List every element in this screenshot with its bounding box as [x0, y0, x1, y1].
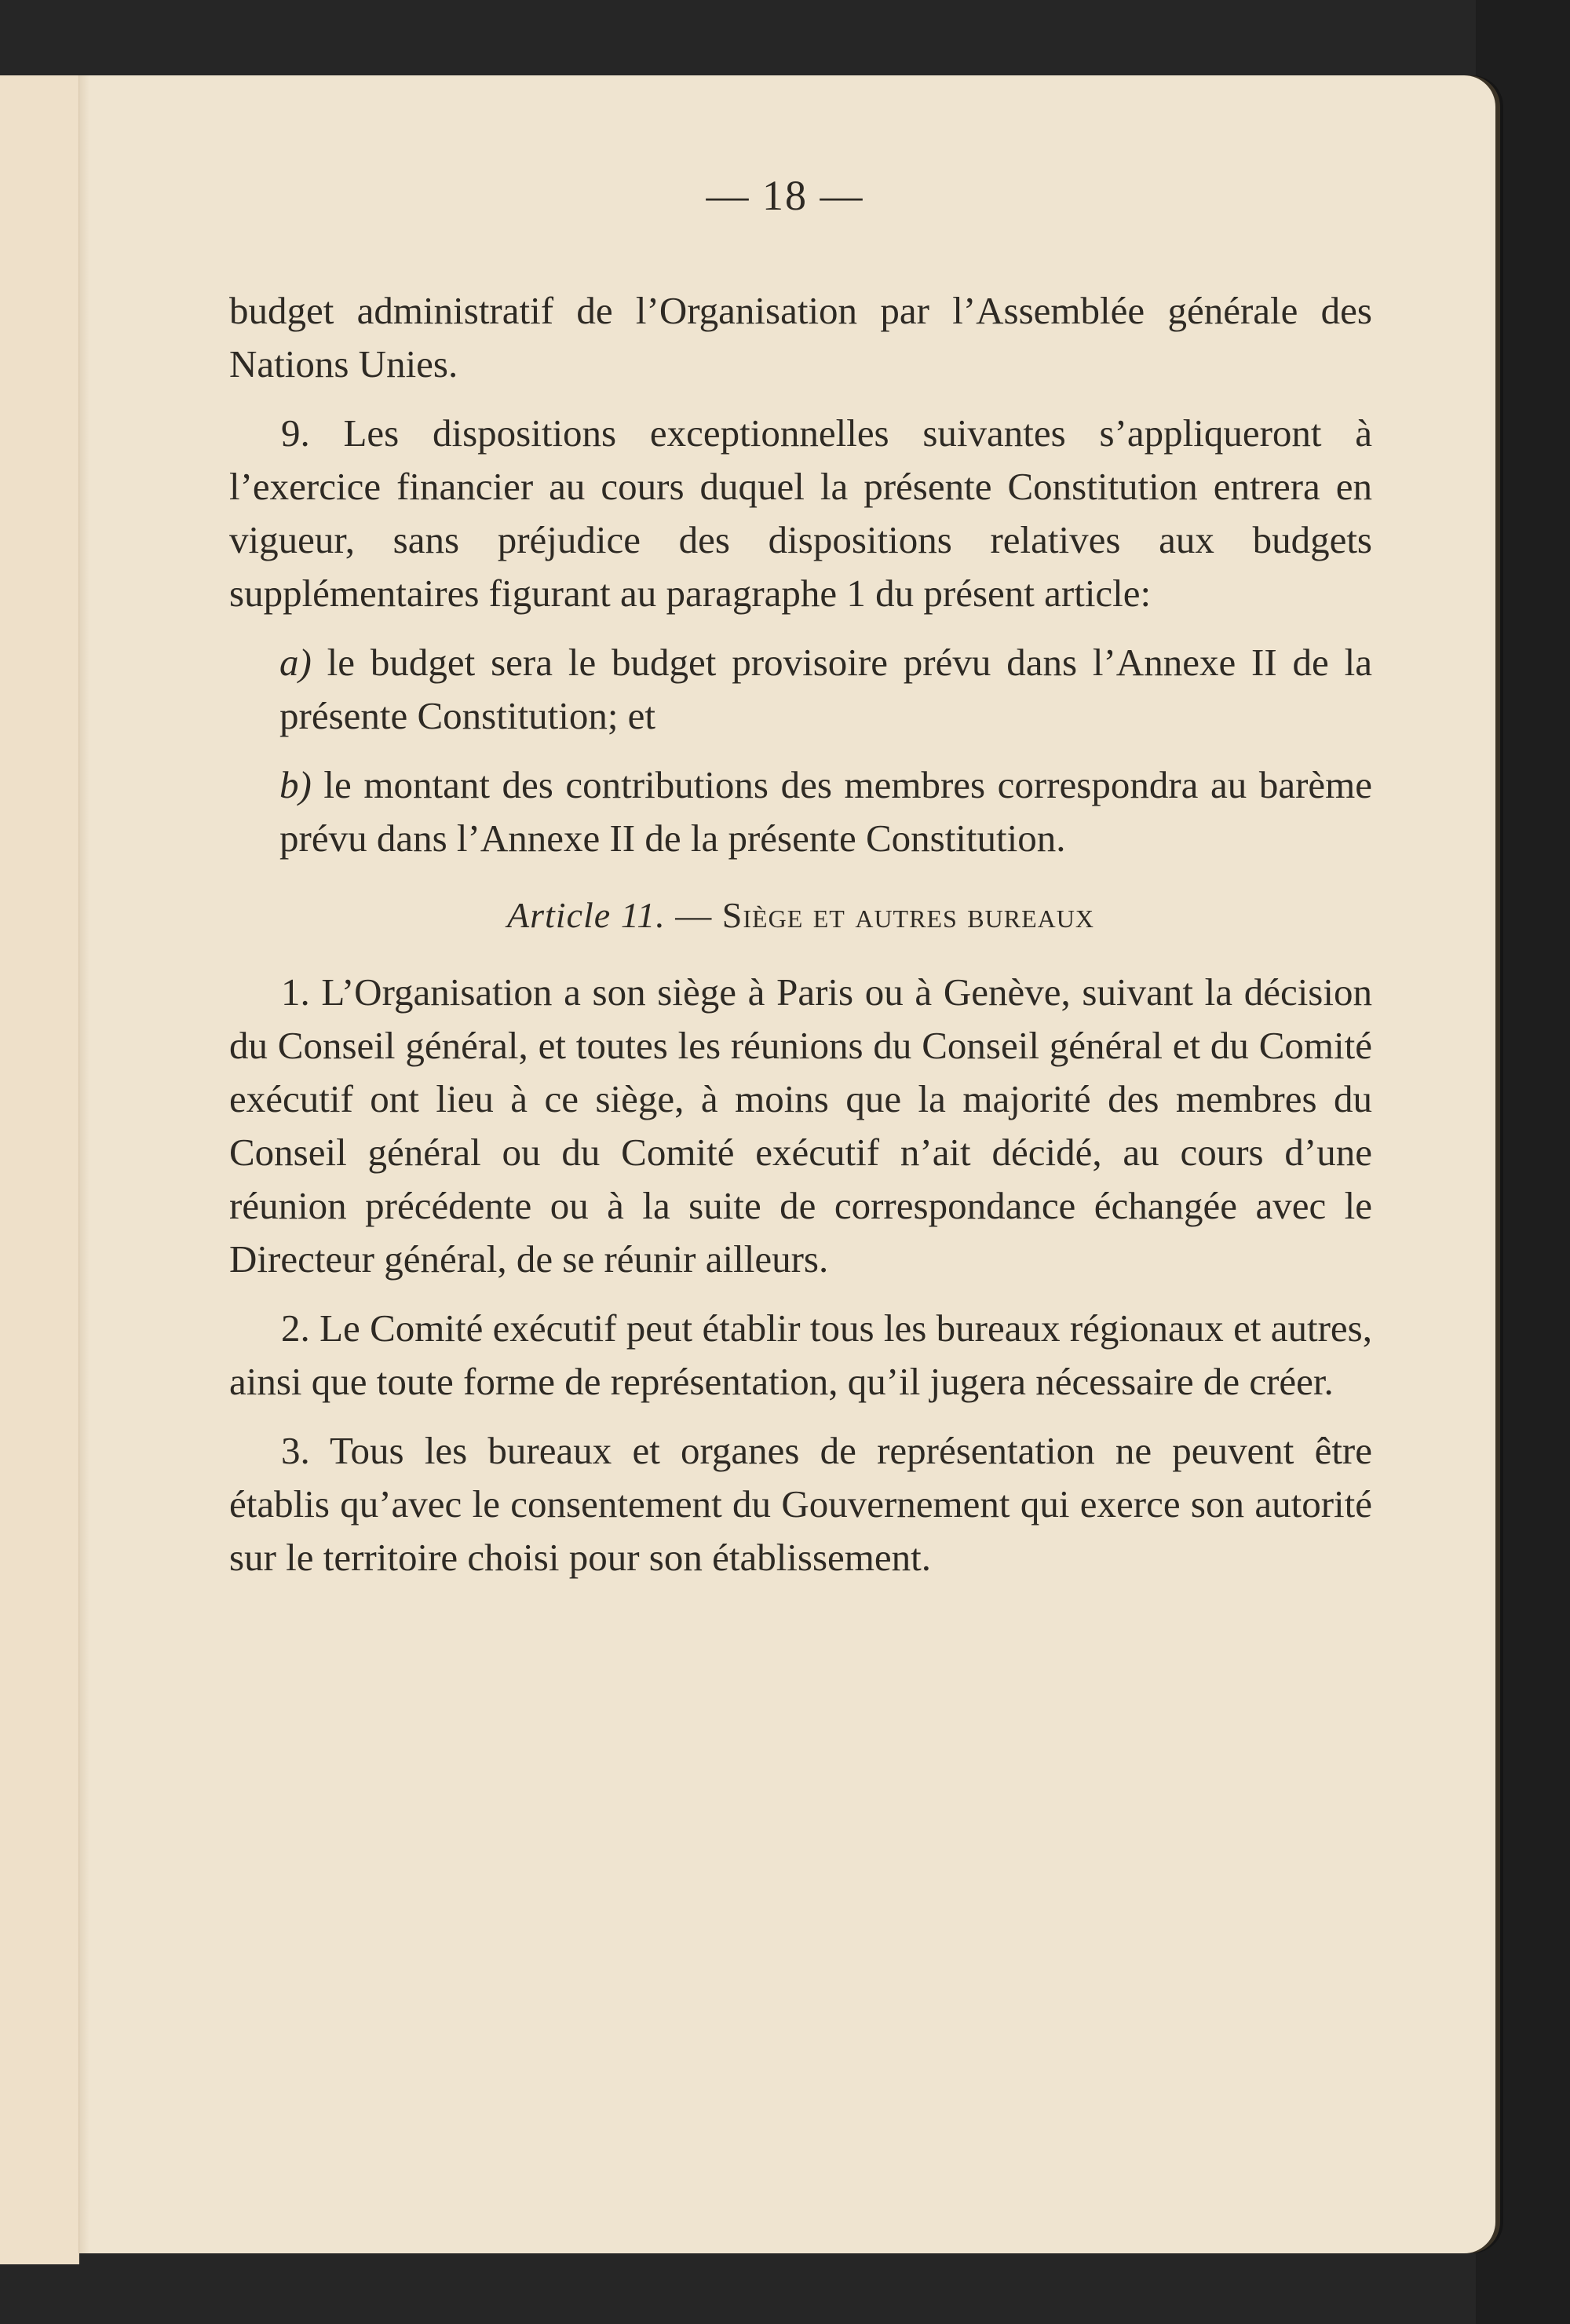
article-11-paragraph-3: 3. Tous les bureaux et organes de représentation ne peuvent être établis qu’avec le consentement du Gouvernement qui exerce son autorité sur le territoire choisi pour son établissement. — [229, 1429, 1372, 1579]
item-label-a: a) — [279, 641, 312, 684]
previous-page-edge — [0, 75, 79, 2264]
item-label-b: b) — [279, 763, 312, 806]
paragraph-9a — [229, 636, 1372, 743]
article-title: Siège et autres bureaux — [721, 895, 1094, 935]
paragraph-9b — [229, 758, 1372, 865]
item-text-a: le budget sera le budget provisoire prévu dans l’Annexe II de la présente Constitution; et — [279, 641, 1372, 737]
paragraph-9: 9. Les dispositions exceptionnelles suivantes s’appliqueront à l’exercice financier au cours duquel la présente Constitution entrera en vigueur, sans préjudice des dispositions relatives aux budgets supplémentaires figurant au paragraphe 1 du présent article: — [229, 411, 1372, 615]
article-11-paragraph-2: 2. Le Comité exécutif peut établir tous les bureaux régionaux et autres, ainsi que toute forme de représentation, qu’il jugera nécessaire de créer. — [229, 1306, 1372, 1403]
page-fold-shadow — [78, 75, 89, 2253]
page-number: — 18 — — [706, 172, 864, 219]
heading-dash: — — [665, 895, 722, 935]
article-11-paragraph-1: 1. L’Organisation a son siège à Paris ou à Genève, suivant la décision du Conseil général, et toutes les réunions du Conseil général et du Comité exécutif ont lieu à ce siège, à moins que la majorité des membres du Conseil général ou du Comité exécutif n’ait décidé, au cours d’une réunion précédente ou à la suite de correspondance échangée avec le Directeur général, de se réunir ailleurs. — [229, 970, 1372, 1281]
body-text — [229, 284, 1372, 1584]
item-text-b: le montant des contributions des membres correspondra au barème prévu dans l’Annexe II de la présente Constitution. — [279, 763, 1372, 860]
article-heading — [229, 889, 1372, 942]
paragraph-continuation: budget administratif de l’Organisation par l’Assemblée générale des Nations Unies. — [229, 289, 1372, 386]
article-number: Article 11. — [507, 895, 666, 935]
